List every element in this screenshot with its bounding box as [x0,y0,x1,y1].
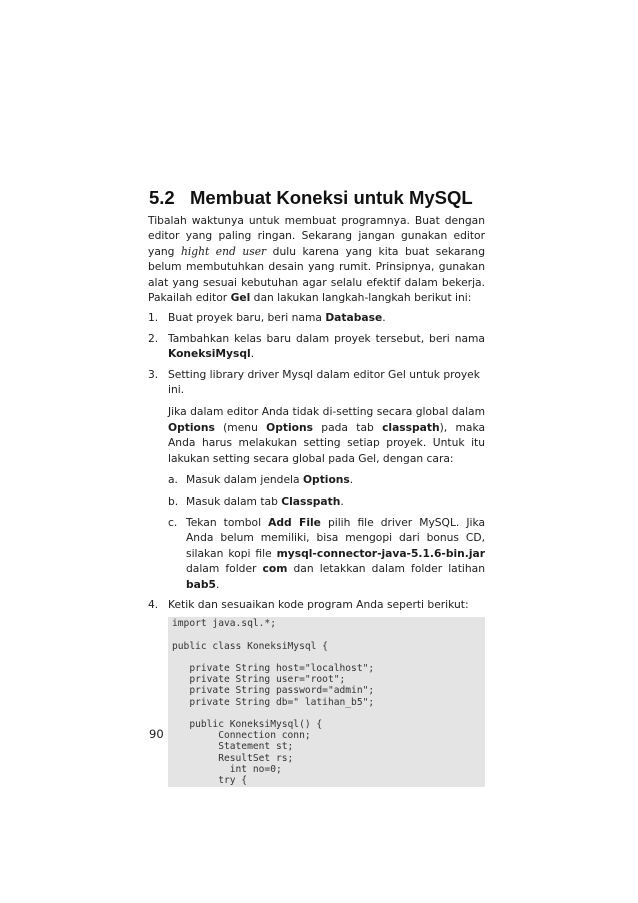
sub-step-end: . [215,577,220,591]
code-block [168,617,485,787]
step-marker: 2. [148,331,159,345]
code-line: private String db=" latihan_b5"; [172,696,375,708]
code-line [172,630,481,641]
section-heading [149,187,489,209]
para-bold: Options [266,420,313,434]
step-item-4 [148,597,485,612]
step-marker: 4. [148,597,159,611]
sub-step-bold: Classpath [281,494,341,508]
sub-step-bold: Options [302,473,350,487]
intro-italic-term: hight end user [180,244,267,258]
para-text: Jika dalam editor Anda tidak di-setting secara global dalam [168,405,485,419]
step-item-1 [148,310,485,325]
sub-step-bold: mysql-connector-java-5.1.6-bin.jar [276,546,485,560]
intro-paragraph [148,213,485,305]
step-end: . [382,311,386,325]
step-text: Setting library driver Mysql dalam editor Gel untuk proyek ini. [168,367,480,397]
para-bold: classpath [382,420,440,434]
step-item-2 [148,331,485,362]
step-marker: 1. [148,311,159,325]
code-line: Connection conn; [172,730,311,742]
step-item-3 [148,367,485,592]
step-text: Ketik dan sesuaikan kode program Anda seperti berikut: [168,597,469,611]
sub-step-b [168,494,485,509]
step-text: Tambahkan kelas baru dalam proyek tersebut, beri nama [168,331,485,345]
code-line: Statement st; [172,741,294,753]
sub-step-text: Masuk dalam jendela [186,473,303,487]
sub-step-text: dan letakkan dalam folder latihan [287,562,485,576]
step-bold: Database [325,311,383,325]
code-line: public class KoneksiMysql { [172,640,328,652]
code-line [172,652,481,663]
para-text: (menu [214,420,267,434]
section-number: 5.2 [149,187,175,208]
intro-bold-term: Gel [230,291,251,305]
step-marker: 3. [148,367,159,381]
para-text: pada tab [312,420,383,434]
code-line: private String user="root"; [172,674,346,686]
sub-step-marker: b. [168,494,179,508]
sub-step-bold: Add File [268,515,321,529]
step-bold: KoneksiMysql [168,347,251,361]
section-title: Membuat Koneksi untuk MySQL [190,187,473,208]
step-end: . [250,347,255,361]
sub-step-end: . [349,473,354,487]
code-line [172,708,481,719]
intro-text-2: dulu karena yang kita buat sekarang belum membutuhkan desain yang rumit. Prinsipnya, gunakan alat yang sesuai kebutuhan agar selalu efektif dalam bekerja. Pakailah editor [148,244,485,305]
sub-step-text: Masuk dalam tab [186,494,282,508]
code-line: int no=0; [172,763,282,775]
code-line: ResultSet rs; [172,752,294,764]
section-body [148,213,485,787]
page-number: 90 [149,727,164,741]
code-line: private String password="admin"; [172,685,375,697]
sub-step-text: dalam folder [186,562,263,576]
intro-text-1: Tibalah waktunya untuk membuat programnya. Buat dengan editor yang paling ringan. Sekarang jangan gunakan editor yang [148,214,485,258]
sub-step-text: Tekan tombol [186,515,269,529]
sub-step-text: pilih file driver MySQL. Jika Anda belum memiliki, bisa mengopi dari bonus CD, silakan kopi file [186,515,486,560]
sub-step-marker: c. [168,515,178,529]
code-line: import java.sql.*; [172,618,276,630]
intro-text-3: dan lakukan langkah-langkah berikut ini: [250,291,472,305]
para-bold: Options [168,420,215,434]
sub-step-end: . [340,494,344,508]
sub-step-bold: com [262,562,288,576]
code-line: private String host="localhost"; [172,663,375,675]
step-3-paragraph [168,404,485,466]
code-line: public KoneksiMysql() { [172,719,323,731]
sub-step-bold: bab5 [186,577,216,591]
sub-step-list [168,472,485,592]
sub-step-c [168,515,485,592]
sub-step-a [168,472,485,487]
sub-step-marker: a. [168,473,178,487]
code-line: try { [172,774,248,786]
para-text: ), maka Anda harus melakukan setting setiap proyek. Untuk itu lakukan setting secara global pada Gel, dengan cara: [168,420,485,465]
step-text: Buat proyek baru, beri nama [168,311,326,325]
